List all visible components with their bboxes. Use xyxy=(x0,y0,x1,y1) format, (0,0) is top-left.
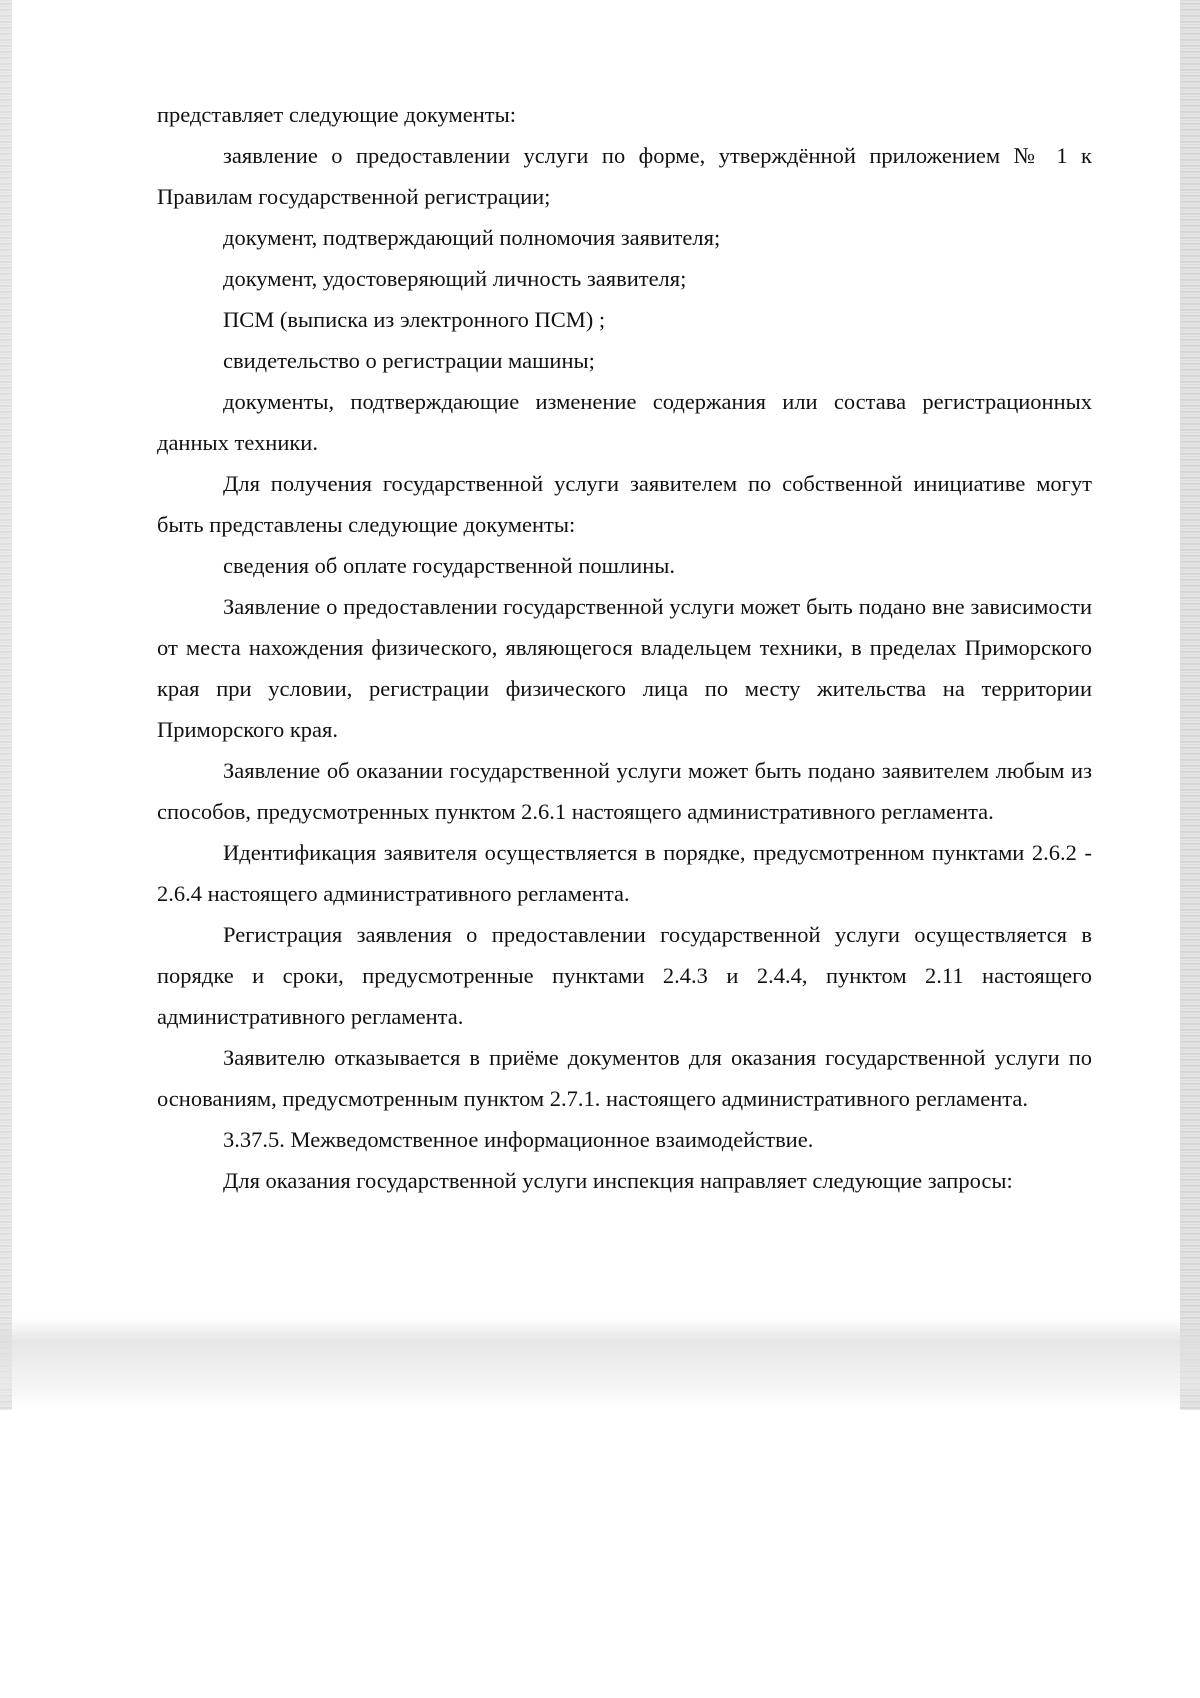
scan-shadow-band xyxy=(0,1318,1200,1410)
paragraph-list-item: документ, подтверждающий полномочия заявителя; xyxy=(223,225,721,250)
paragraph-list-item: сведения об оплате государственной пошлины. xyxy=(223,553,675,578)
document-page xyxy=(157,94,1092,1201)
paragraph: Регистрация заявления о предоставлении государственной услуги осуществляется в порядке и сроки, предусмотренные пунктами 2.4.3 и 2.4.4, пунктом 2.11 настоящего административного регламента. xyxy=(157,922,1092,1029)
paragraph: Для оказания государственной услуги инспекция направляет следующие запросы: xyxy=(223,1168,1013,1193)
paragraph-list-item: документы, подтверждающие изменение содержания или состава регистрационных данных техники. xyxy=(157,389,1092,455)
section-heading: 3.37.5. Межведомственное информационное взаимодействие. xyxy=(223,1127,814,1152)
scan-edge-right xyxy=(1180,0,1200,1410)
paragraph-continuation: представляет следующие документы: xyxy=(157,102,516,127)
paragraph-list-item: свидетельство о регистрации машины; xyxy=(223,348,595,373)
paragraph-list-item: заявление о предоставлении услуги по форме, утверждённой приложением № 1 к Правилам государственной регистрации; xyxy=(157,143,1092,209)
scan-edge-left xyxy=(0,0,12,1410)
paragraph: Заявителю отказывается в приёме документов для оказания государственной услуги по основаниям, предусмотренным пунктом 2.7.1. настоящего административного регламента. xyxy=(157,1045,1092,1111)
paragraph-list-item: документ, удостоверяющий личность заявителя; xyxy=(223,266,687,291)
paragraph: Идентификация заявителя осуществляется в порядке, предусмотренном пунктами 2.6.2 - 2.6.4 настоящего административного регламента. xyxy=(157,840,1092,906)
paragraph: Для получения государственной услуги заявителем по собственной инициативе могут быть представлены следующие документы: xyxy=(157,471,1092,537)
paragraph: Заявление об оказании государственной услуги может быть подано заявителем любым из способов, предусмотренных пунктом 2.6.1 настоящего административного регламента. xyxy=(157,758,1092,824)
paragraph: Заявление о предоставлении государственной услуги может быть подано вне зависимости от места нахождения физического, являющегося владельцем техники, в пределах Приморского края при условии, регистрации физического лица по месту жительства на территории Приморского края. xyxy=(157,594,1092,742)
paragraph-list-item: ПСМ (выписка из электронного ПСМ) ; xyxy=(223,307,606,332)
